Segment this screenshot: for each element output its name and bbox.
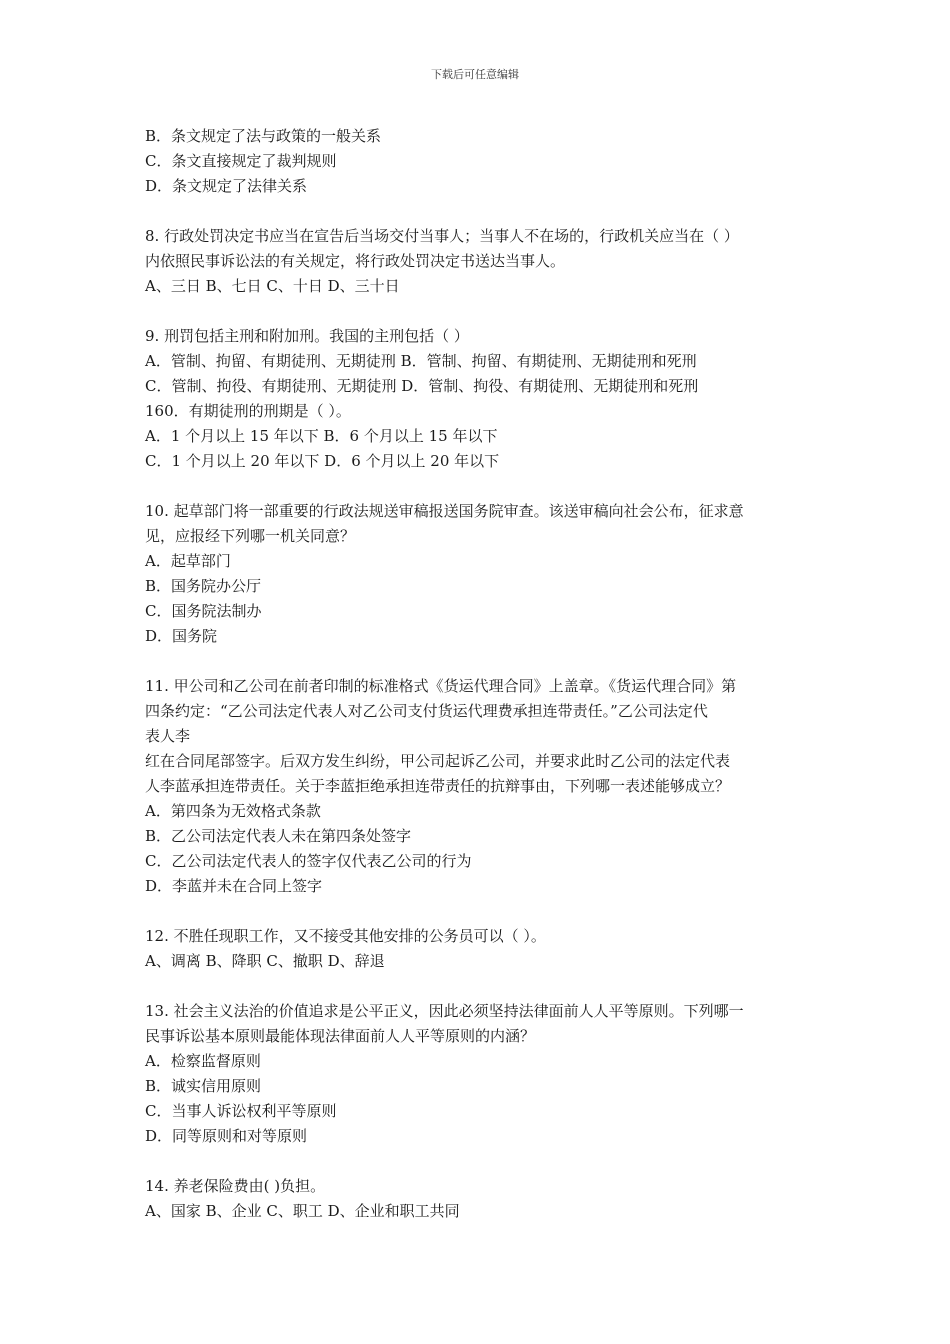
text-line: B．国务院办公厅 (145, 577, 262, 595)
document-body (145, 124, 810, 1224)
text-line: 13. 社会主义法治的价值追求是公平正义，因此必须坚持法律面前人人平等原则。下列哪一 (145, 1002, 744, 1020)
text-line: B．诚实信用原则 (145, 1077, 262, 1095)
text-line: 160．有期徒刑的刑期是（ ）。 (145, 402, 351, 420)
text-line: A．第四条为无效格式条款 (145, 802, 321, 820)
text-line: B．条文规定了法与政策的一般关系 (145, 127, 382, 145)
text-line: C．1 个月以上 20 年以下 D．6 个月以上 20 年以下 (145, 452, 500, 470)
text-line: D．同等原则和对等原则 (145, 1127, 308, 1145)
text-line: A．1 个月以上 15 年以下 B．6 个月以上 15 年以下 (145, 427, 498, 445)
text-line: A．起草部门 (145, 552, 231, 570)
text-line: 9. 刑罚包括主刑和附加刑。我国的主刑包括（ ） (145, 327, 469, 345)
text-line: 10. 起草部门将一部重要的行政法规送审稿报送国务院审查。该送审稿向社会公布，征求意 (145, 502, 744, 520)
text-line: 14. 养老保险费由( )负担。 (145, 1177, 326, 1195)
text-line: 内依照民事诉讼法的有关规定，将行政处罚决定书送达当事人。 (145, 252, 566, 270)
text-line: D．李蓝并未在合同上签字 (145, 877, 323, 895)
text-line: B．乙公司法定代表人未在第四条处签字 (145, 827, 412, 845)
text-line: A．检察监督原则 (145, 1052, 261, 1070)
text-line: C．国务院法制办 (145, 602, 262, 620)
paragraph-gap (145, 1149, 810, 1174)
text-line: C．乙公司法定代表人的签字仅代表乙公司的行为 (145, 852, 472, 870)
text-line: D．国务院 (145, 627, 218, 645)
text-line: 人李蓝承担连带责任。关于李蓝拒绝承担连带责任的抗辩事由，下列哪一表述能够成立？ (145, 777, 731, 795)
text-line: 四条约定：“乙公司法定代表人对乙公司支付货运代理费承担连带责任。”乙公司法定代 (145, 702, 708, 720)
text-line: A．管制、拘留、有期徒刑、无期徒刑 B．管制、拘留、有期徒刑、无期徒刑和死刑 (145, 352, 697, 370)
paragraph-gap (145, 199, 810, 224)
paragraph-gap (145, 474, 810, 499)
paragraph-gap (145, 974, 810, 999)
text-line: 表人李 (145, 727, 191, 745)
text-line: 见，应报经下列哪一机关同意？ (145, 527, 356, 545)
text-line: 民事诉讼基本原则最能体现法律面前人人平等原则的内涵？ (145, 1027, 536, 1045)
text-line: 11. 甲公司和乙公司在前者印制的标准格式《货运代理合同》上盖章。《货运代理合同》第 (145, 677, 737, 695)
paragraph-gap (145, 299, 810, 324)
text-line: A、调离 B、降职 C、撤职 D、辞退 (145, 952, 385, 970)
text-line: D．条文规定了法律关系 (145, 177, 308, 195)
text-line: A、三日 B、七日 C、十日 D、三十日 (145, 277, 400, 295)
paragraph-gap (145, 899, 810, 924)
text-line: A、国家 B、企业 C、职工 D、企业和职工共同 (145, 1202, 460, 1220)
text-line: 12. 不胜任现职工作，又不接受其他安排的公务员可以（ ）。 (145, 927, 546, 945)
text-line: C．管制、拘役、有期徒刑、无期徒刑 D．管制、拘役、有期徒刑、无期徒刑和死刑 (145, 377, 699, 395)
text-line: C．当事人诉讼权利平等原则 (145, 1102, 337, 1120)
text-line: C．条文直接规定了裁判规则 (145, 152, 337, 170)
text-line: 红在合同尾部签字。后双方发生纠纷，甲公司起诉乙公司，并要求此时乙公司的法定代表 (145, 752, 731, 770)
page-header: 下载后可任意编辑 (431, 68, 519, 81)
paragraph-gap (145, 649, 810, 674)
text-line: 8. 行政处罚决定书应当在宣告后当场交付当事人；当事人不在场的，行政机关应当在（ ） (145, 227, 739, 245)
